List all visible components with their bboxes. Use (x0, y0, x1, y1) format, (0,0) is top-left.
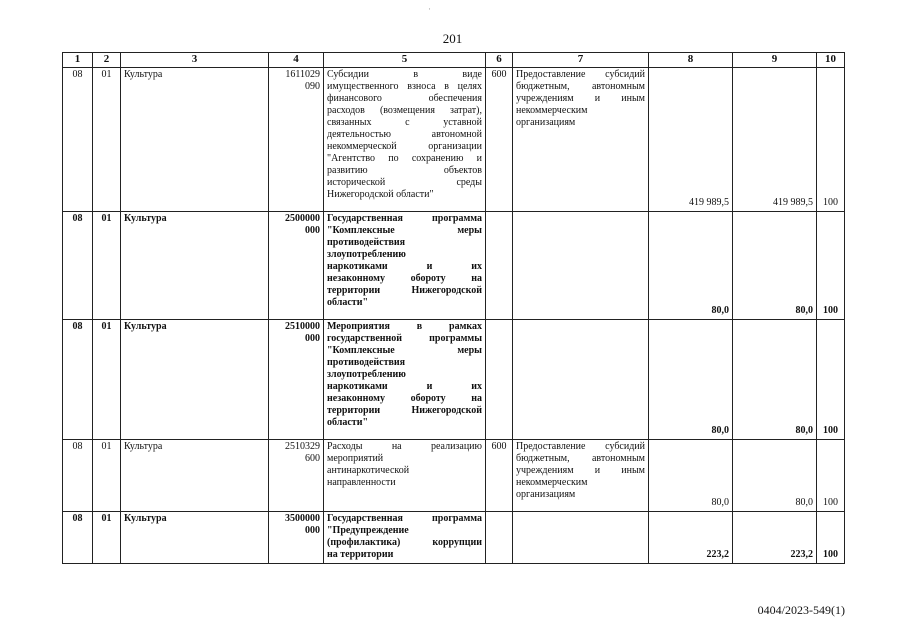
description-line: расходов (возмещения затрат), (327, 105, 482, 116)
table-row (63, 68, 845, 212)
section-code: 08 (63, 440, 93, 512)
description-line: противодействия (327, 357, 406, 368)
description-line: (профилактика) коррупции (327, 537, 482, 548)
description-line: Мероприятия в рамках (327, 321, 482, 332)
description-line: некоммерческой организации (327, 141, 482, 152)
article-description (324, 440, 486, 512)
executed-amount: 419 989,5 (733, 68, 817, 212)
code-line: 000 (305, 225, 320, 236)
executed-amount: 223,2 (733, 512, 817, 564)
code-line: 2500000 (285, 213, 320, 224)
col-header: 3 (121, 53, 269, 68)
table-row (63, 320, 845, 440)
expense-type-code (486, 320, 513, 440)
code-line: 2510000 (285, 321, 320, 332)
description-line: злоупотреблению (327, 249, 406, 260)
section-name: Культура (121, 512, 269, 564)
col-header: 8 (649, 53, 733, 68)
description-line: Нижегородской области" (327, 189, 434, 200)
description-line: имущественного взноса в целях (327, 81, 482, 92)
description-line: незаконному обороту на (327, 273, 482, 284)
description-line: области" (327, 417, 369, 428)
executed-amount: 80,0 (733, 440, 817, 512)
subsection-code: 01 (93, 320, 121, 440)
col-header: 10 (817, 53, 845, 68)
execution-percent: 100 (817, 512, 845, 564)
planned-amount: 80,0 (649, 320, 733, 440)
expense-line: некоммерческим (516, 105, 588, 116)
code-line: 1611029 (285, 69, 320, 80)
description-line: финансового обеспечения (327, 93, 482, 104)
section-name: Культура (121, 212, 269, 320)
description-line: территории Нижегородской (327, 405, 482, 416)
col-header: 1 (63, 53, 93, 68)
col-header: 2 (93, 53, 121, 68)
description-line: злоупотреблению (327, 369, 406, 380)
expense-type-name (513, 320, 649, 440)
description-line: деятельностью автономной (327, 129, 482, 140)
col-header: 5 (324, 53, 486, 68)
expense-type-name (513, 68, 649, 212)
executed-amount: 80,0 (733, 320, 817, 440)
expense-type-code (486, 512, 513, 564)
subsection-code: 01 (93, 512, 121, 564)
article-description (324, 68, 486, 212)
expense-type-name (513, 440, 649, 512)
code-line: 000 (305, 525, 320, 536)
description-line: незаконному обороту на (327, 393, 482, 404)
description-line: "Агентство по сохранению и (327, 153, 482, 164)
planned-amount: 223,2 (649, 512, 733, 564)
page-number: 201 (442, 31, 463, 46)
document-code: 0404/2023-549(1) (757, 603, 845, 617)
target-article-code (269, 512, 324, 564)
section-code: 08 (63, 512, 93, 564)
expense-line: организациям (516, 117, 576, 128)
description-line: антинаркотической (327, 465, 410, 476)
description-line: Государственная программа (327, 213, 482, 224)
planned-amount: 80,0 (649, 440, 733, 512)
code-line: 3500000 (285, 513, 320, 524)
target-article-code (269, 320, 324, 440)
description-line: противодействия (327, 237, 406, 248)
target-article-code (269, 68, 324, 212)
col-header: 9 (733, 53, 817, 68)
budget-table (62, 52, 845, 564)
description-line: государственной программы (327, 333, 482, 344)
code-line: 000 (305, 333, 320, 344)
article-description (324, 212, 486, 320)
expense-line: бюджетным, автономным (516, 453, 645, 464)
description-line: развитию объектов (327, 165, 482, 176)
description-line: направленности (327, 477, 396, 488)
description-line: на территории (327, 549, 394, 560)
description-line: "Комплексные меры (327, 345, 482, 356)
expense-line: некоммерческим (516, 477, 588, 488)
description-line: Субсидии в виде (327, 69, 482, 80)
section-code: 08 (63, 320, 93, 440)
expense-line: Предоставление субсидий (516, 441, 645, 452)
col-header: 4 (269, 53, 324, 68)
expense-line: учреждениям и иным (516, 465, 645, 476)
section-code: 08 (63, 68, 93, 212)
subsection-code: 01 (93, 440, 121, 512)
planned-amount: 80,0 (649, 212, 733, 320)
description-line: области" (327, 297, 369, 308)
expense-type-code: 600 (486, 440, 513, 512)
article-description (324, 320, 486, 440)
target-article-code (269, 440, 324, 512)
table-row (63, 512, 845, 564)
header-mark: · (428, 4, 431, 14)
section-code: 08 (63, 212, 93, 320)
section-name: Культура (121, 440, 269, 512)
description-line: Расходы на реализацию (327, 441, 482, 452)
description-line: "Предупреждение (327, 525, 409, 536)
executed-amount: 80,0 (733, 212, 817, 320)
planned-amount: 419 989,5 (649, 68, 733, 212)
col-header: 7 (513, 53, 649, 68)
code-line: 600 (305, 453, 320, 464)
description-line: территории Нижегородской (327, 285, 482, 296)
description-line: связанных с уставной (327, 117, 482, 128)
code-line: 2510329 (285, 441, 320, 452)
subsection-code: 01 (93, 212, 121, 320)
subsection-code: 01 (93, 68, 121, 212)
description-line: мероприятий (327, 453, 384, 464)
expense-type-name (513, 212, 649, 320)
execution-percent: 100 (817, 68, 845, 212)
description-line: "Комплексные меры (327, 225, 482, 236)
description-line: наркотиками и их (327, 381, 482, 392)
execution-percent: 100 (817, 212, 845, 320)
table-row (63, 440, 845, 512)
description-line: наркотиками и их (327, 261, 482, 272)
expense-line: бюджетным, автономным (516, 81, 645, 92)
expense-line: учреждениям и иным (516, 93, 645, 104)
code-line: 090 (305, 81, 320, 92)
article-description (324, 512, 486, 564)
expense-line: организациям (516, 489, 576, 500)
expense-type-name (513, 512, 649, 564)
description-line: Государственная программа (327, 513, 482, 524)
section-name: Культура (121, 68, 269, 212)
table-header-row (63, 53, 845, 68)
execution-percent: 100 (817, 440, 845, 512)
target-article-code (269, 212, 324, 320)
expense-type-code (486, 212, 513, 320)
table-row (63, 212, 845, 320)
expense-type-code: 600 (486, 68, 513, 212)
execution-percent: 100 (817, 320, 845, 440)
description-line: исторической среды (327, 177, 482, 188)
col-header: 6 (486, 53, 513, 68)
section-name: Культура (121, 320, 269, 440)
expense-line: Предоставление субсидий (516, 69, 645, 80)
